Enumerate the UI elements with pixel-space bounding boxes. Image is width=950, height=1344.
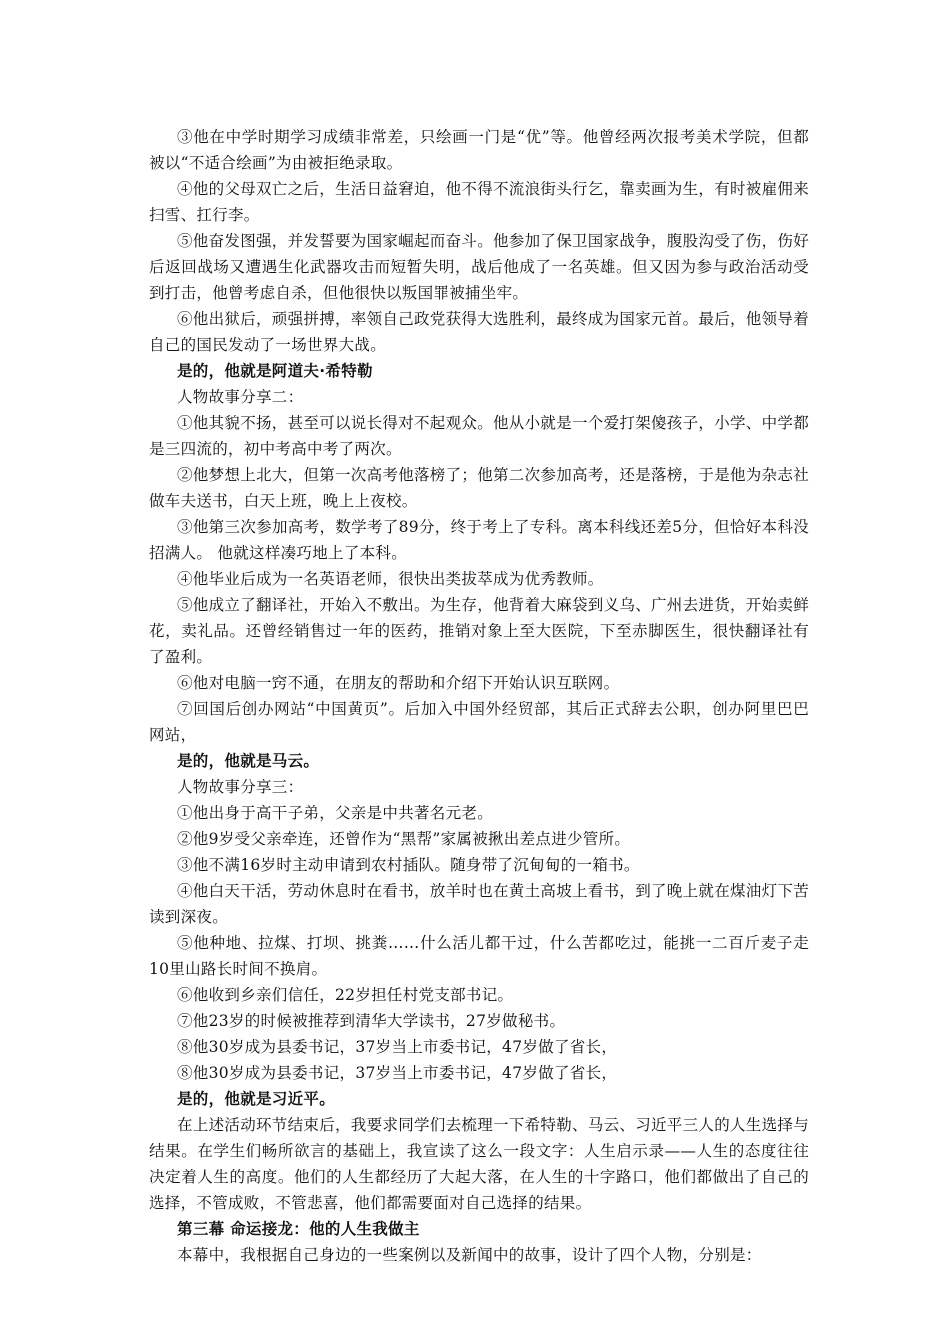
paragraph: ⑧他30岁成为县委书记，37岁当上市委书记，47岁做了省长， <box>177 1038 618 1056</box>
paragraph: ⑤他成立了翻译社，开始入不敷出。为生存，他背着大麻袋到义乌、广州去进货，开始卖鲜花，卖礼品。还曾经销售过一年的医药，推销对象上至大医院，下至赤脚医生，很快翻译社有了盈利。 <box>149 596 810 666</box>
paragraph: 人物故事分享二： <box>177 388 304 406</box>
paragraph: ⑥他出狱后，顽强拼搏，率领自己政党获得大选胜利，最终成为国家元首。最后，他领导着自己的国民发动了一场世界大战。 <box>149 310 810 354</box>
paragraph: ⑥他收到乡亲们信任，22岁担任村党支部书记。 <box>177 986 514 1004</box>
paragraph: ⑧他30岁成为县委书记，37岁当上市委书记，47岁做了省长， <box>177 1064 618 1082</box>
paragraph: ⑥他对电脑一窍不通，在朋友的帮助和介绍下开始认识互联网。 <box>177 674 620 692</box>
paragraph: ④他白天干活，劳动休息时在看书，放羊时也在黄土高坡上看书，到了晚上就在煤油灯下苦读到深夜。 <box>149 882 810 926</box>
paragraph: ②他梦想上北大，但第一次高考他落榜了；他第二次参加高考，还是落榜，于是他为杂志社做车夫送书，白天上班，晚上上夜校。 <box>149 466 810 510</box>
paragraph: ⑦他23岁的时候被推荐到清华大学读书，27岁做秘书。 <box>177 1012 566 1030</box>
bold-heading: 是的，他就是阿道夫·希特勒 <box>177 362 373 380</box>
bold-heading: 第三幕 命运接龙：他的人生我做主 <box>177 1220 420 1238</box>
paragraph: ④他毕业后成为一名英语老师，很快出类拔萃成为优秀教师。 <box>177 570 604 588</box>
paragraph: 在上述活动环节结束后，我要求同学们去梳理一下希特勒、马云、习近平三人的人生选择与结果。在学生们畅所欲言的基础上，我宣读了这么一段文字：人生启示录——人生的态度往往决定着人生的高度。他们的人生都经历了大起大落，在人生的十字路口，他们都做出了自己的选择，不管成败，不管悲喜，他们都需要面对自己选择的结果。 <box>149 1116 810 1212</box>
paragraph: ②他9岁受父亲牵连，还曾作为“黑帮”家属被揪出差点进少管所。 <box>177 830 631 848</box>
paragraph: 本幕中，我根据自己身边的一些案例以及新闻中的故事，设计了四个人物，分别是： <box>177 1246 762 1264</box>
paragraph: 人物故事分享三： <box>177 778 304 796</box>
paragraph: ①他出身于高干子弟，父亲是中共著名元老。 <box>177 804 494 822</box>
paragraph: ⑤他奋发图强，并发誓要为国家崛起而奋斗。他参加了保卫国家战争，腹股沟受了伤，伤好后返回战场又遭遇生化武器攻击而短暂失明，战后他成了一名英雄。但又因为参与政治活动受到打击，他曾考虑自杀，但他很快以叛国罪被捕坐牢。 <box>149 232 810 302</box>
paragraph: ①他其貌不扬，甚至可以说长得对不起观众。他从小就是一个爱打架傻孩子，小学、中学都是三四流的，初中考高中考了两次。 <box>149 414 810 458</box>
bold-heading: 是的，他就是马云。 <box>177 752 320 770</box>
paragraph: ⑦回国后创办网站“中国黄页”。后加入中国外经贸部，其后正式辞去公职，创办阿里巴巴网站， <box>149 700 809 744</box>
document-body <box>149 124 809 1268</box>
paragraph: ⑤他种地、拉煤、打坝、挑粪……什么活儿都干过，什么苦都吃过，能挑一二百斤麦子走10里山路长时间不换肩。 <box>149 934 809 978</box>
bold-heading: 是的，他就是习近平。 <box>177 1090 336 1108</box>
paragraph: ③他不满16岁时主动申请到农村插队。随身带了沉甸甸的一箱书。 <box>177 856 640 874</box>
paragraph: ③他第三次参加高考，数学考了89分，终于考上了专科。离本科线还差5分，但恰好本科没招满人。 他就这样凑巧地上了本科。 <box>149 518 809 562</box>
paragraph: ④他的父母双亡之后，生活日益窘迫，他不得不流浪街头行乞，靠卖画为生，有时被雇佣来扫雪、扛行李。 <box>149 180 810 224</box>
paragraph: ③他在中学时期学习成绩非常差，只绘画一门是“优”等。他曾经两次报考美术学院，但都被以“不适合绘画”为由被拒绝录取。 <box>149 128 809 172</box>
